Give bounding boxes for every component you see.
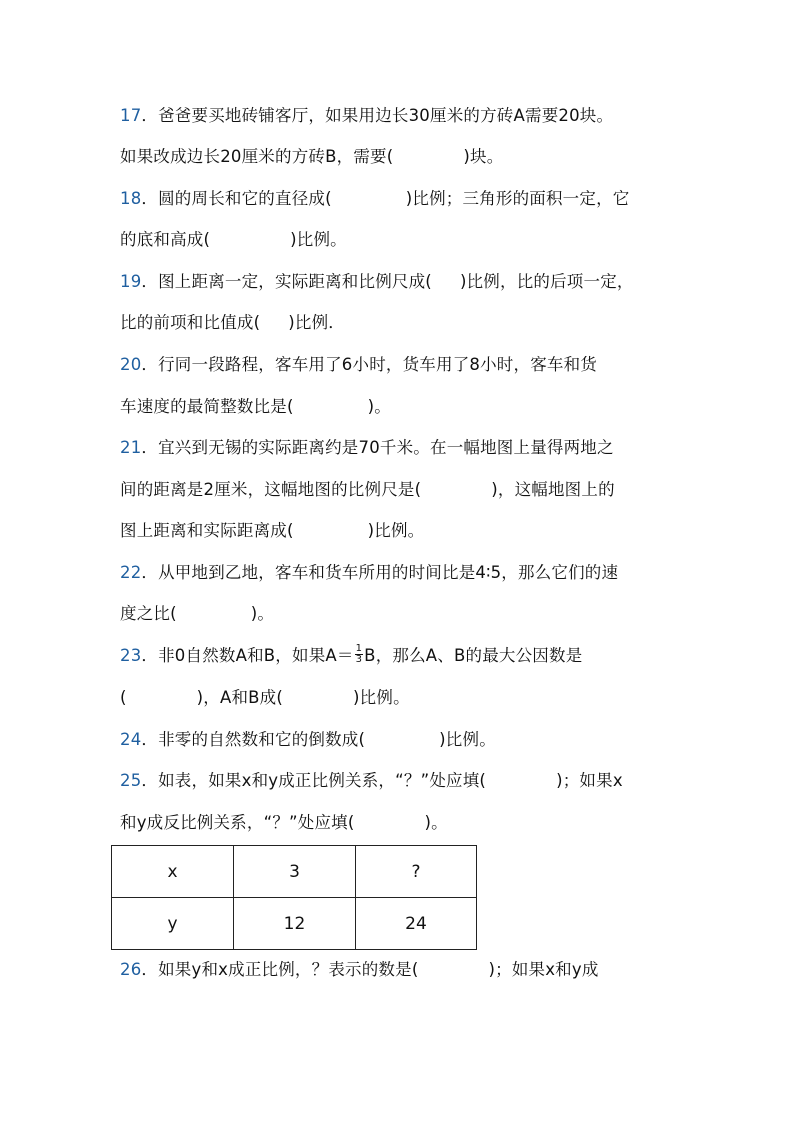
question-text: )比例。 — [439, 730, 496, 749]
table-cell: y — [112, 898, 234, 950]
question-text: )；如果x — [556, 771, 623, 790]
question-text: 图上距离和实际距离成( — [120, 521, 294, 540]
question-text: ( — [120, 688, 127, 707]
question-text: )比例，比的后项一定， — [459, 272, 634, 291]
question-21-line-2 — [120, 476, 615, 504]
xy-table — [111, 845, 477, 950]
question-text: 间的距离是2厘米，这幅地图的比例尺是( — [120, 480, 422, 499]
table-cell: x — [112, 846, 234, 898]
question-23-line-1 — [120, 642, 582, 670]
question-number: 19 — [120, 272, 142, 291]
question-text: )。 — [367, 397, 391, 416]
question-text: )比例。 — [367, 521, 425, 540]
question-20-line-2 — [120, 393, 391, 421]
question-23-line-2 — [120, 684, 410, 712]
question-text: )比例；三角形的面积一定，它 — [405, 189, 630, 208]
question-20-line-1 — [120, 351, 597, 379]
question-number: 25 — [120, 771, 142, 790]
question-text: ．圆的周长和它的直径成( — [141, 189, 332, 208]
question-17-line-1 — [120, 102, 613, 130]
fraction-denominator: 3 — [355, 654, 363, 665]
question-number: 24 — [120, 730, 142, 749]
question-text: )比例。 — [353, 688, 410, 707]
question-number: 23 — [120, 646, 142, 665]
table-row — [112, 898, 477, 950]
question-17-line-2 — [120, 143, 503, 171]
question-text: ．行同一段路程，客车用了6小时，货车用了8小时，客车和货 — [141, 355, 598, 374]
question-text: B，那么A、B的最大公因数是 — [364, 646, 583, 665]
question-number: 17 — [120, 106, 142, 125]
question-text: ．非0自然数A和B，如果A＝ — [141, 646, 354, 665]
question-number: 18 — [120, 189, 142, 208]
question-21-line-3 — [120, 517, 424, 545]
question-text: ．从甲地到乙地，客车和货车所用的时间比是4∶5，那么它们的速 — [141, 563, 619, 582]
question-text: ．如表，如果x和y成正比例关系，“？”处应填( — [141, 771, 487, 790]
question-number: 20 — [120, 355, 142, 374]
table-cell: ? — [356, 846, 477, 898]
question-text: )。 — [250, 604, 275, 623]
question-text: ．宜兴到无锡的实际距离约是70千米。在一幅地图上量得两地之 — [141, 438, 614, 457]
question-text: ．非零的自然数和它的倒数成( — [141, 730, 366, 749]
question-25-line-2 — [120, 809, 448, 837]
question-25-line-1 — [120, 767, 623, 795]
fraction-numerator: 1 — [355, 643, 363, 654]
question-text: )比例． — [288, 313, 345, 332]
question-text: 的底和高成( — [120, 230, 211, 249]
question-text: )，A和B成( — [196, 688, 284, 707]
question-text: )块。 — [463, 147, 504, 166]
question-text: 如果改成边长20厘米的方砖B，需要( — [120, 147, 394, 166]
question-text: 度之比( — [120, 604, 177, 623]
question-number: 21 — [120, 438, 142, 457]
question-text: )；如果x和y成 — [488, 960, 599, 979]
question-number: 22 — [120, 563, 142, 582]
question-19-line-1 — [120, 268, 634, 296]
question-text: 车速度的最简整数比是( — [120, 397, 294, 416]
question-number: 26 — [120, 960, 142, 979]
table-cell: 24 — [356, 898, 477, 950]
question-text: )，这幅地图上的 — [491, 480, 615, 499]
table-row — [112, 846, 477, 898]
question-24-line-1 — [120, 726, 496, 754]
question-18-line-1 — [120, 185, 630, 213]
question-22-line-1 — [120, 559, 618, 587]
question-22-line-2 — [120, 600, 274, 628]
question-text: 和y成反比例关系，“？”处应填( — [120, 813, 355, 832]
question-text: )。 — [424, 813, 448, 832]
table-cell: 3 — [234, 846, 356, 898]
question-26-line-1 — [120, 956, 599, 984]
question-21-line-1 — [120, 434, 614, 462]
question-text: )比例。 — [290, 230, 347, 249]
question-19-line-2 — [120, 309, 345, 337]
question-text: ．图上距离一定，实际距离和比例尺成( — [141, 272, 432, 291]
question-18-line-2 — [120, 226, 347, 254]
table-cell: 12 — [234, 898, 356, 950]
fraction-one-third — [355, 644, 364, 665]
question-text: 比的前项和比值成( — [120, 313, 261, 332]
question-text: ．爸爸要买地砖铺客厅，如果用边长30厘米的方砖A需要20块。 — [141, 106, 614, 125]
question-text: ．如果y和x成正比例，？表示的数是( — [141, 960, 419, 979]
